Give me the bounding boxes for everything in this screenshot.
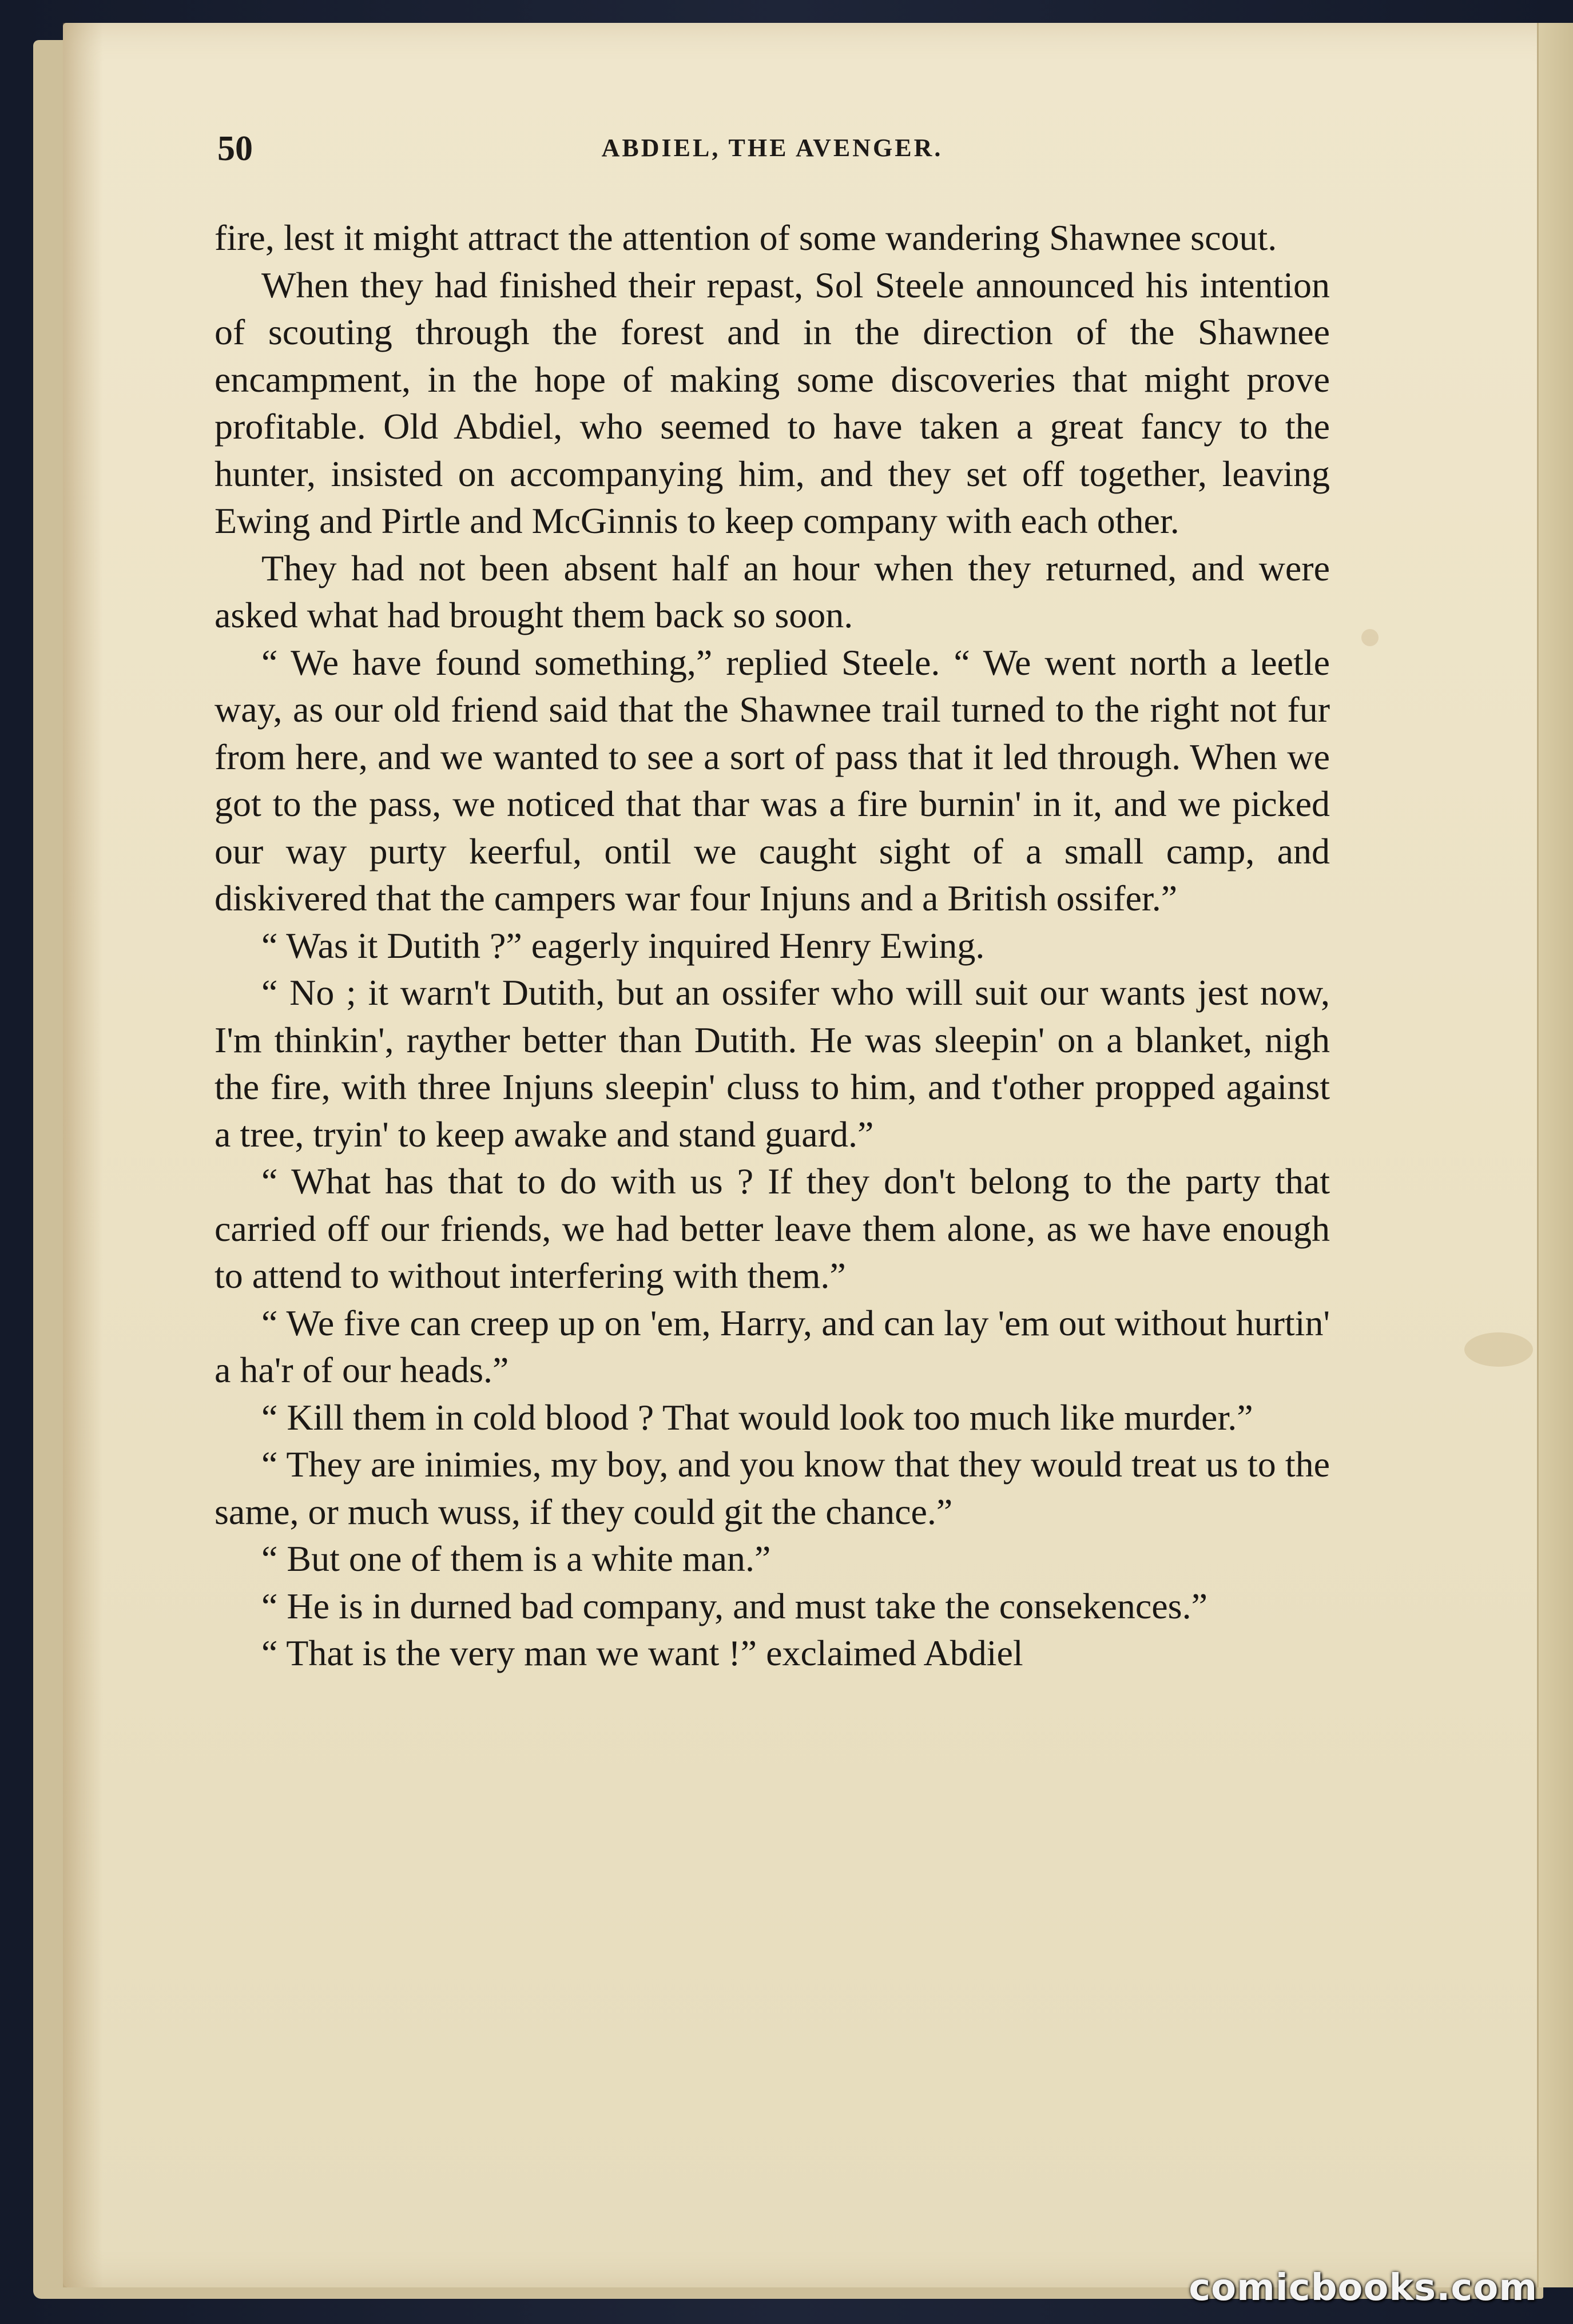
paragraph: “ What has that to do with us ? If they don't belong to the party that carried off our friends, we had better leave them alone, as we have enough to attend to without interfering with them.” bbox=[214, 1161, 1330, 1296]
paragraph: fire, lest it might attract the attention of some wandering Shawnee scout. bbox=[214, 217, 1277, 258]
paragraph: “ That is the very man we want !” exclaimed Abdiel bbox=[261, 1633, 1023, 1673]
paper-stain bbox=[1361, 629, 1379, 646]
page-gutter-shadow bbox=[63, 23, 103, 2287]
page-edge bbox=[1537, 23, 1573, 2287]
paragraph: “ No ; it warn't Dutith, but an ossifer who will suit our wants jest now, I'm thinkin', rayther better than Dutith. He was sleepin' on a blanket, nigh the fire, with three Injuns sleepin' cluss to him, and t'other propped against a tree, tryin' to keep awake and stand guard.” bbox=[214, 972, 1330, 1155]
paragraph: When they had finished their repast, Sol Steele announced his intention of scouting through the forest and in the direction of the Shawnee encampment, in the hope of making some discoveries that might prove profitable. Old Abdiel, who seemed to have taken a great fancy to the hunter, insisted on accompanying him, and they set off together, leaving Ewing and Pirtle and McGinnis to keep company with each other. bbox=[214, 264, 1330, 541]
paragraph: “ We five can creep up on 'em, Harry, and can lay 'em out without hurtin' a ha'r of our heads.” bbox=[214, 1302, 1330, 1390]
body-text bbox=[214, 214, 1330, 1677]
page-number: 50 bbox=[217, 129, 253, 168]
paragraph: “ But one of them is a white man.” bbox=[261, 1538, 771, 1579]
paper-stain bbox=[1464, 1332, 1533, 1367]
paragraph: “ We have found something,” replied Steele. “ We went north a leetle way, as our old friend said that the Shawnee trail turned to the right not fur from here, and we wanted to see a sort of pass that it led through. When we got to the pass, we noticed that thar was a fire burnin' in it, and we picked our way purty keerful, ontil we caught sight of a small camp, and diskivered that the campers war four Injuns and a British ossifer.” bbox=[214, 642, 1330, 918]
paragraph: “ He is in durned bad company, and must take the consekences.” bbox=[261, 1585, 1207, 1626]
page-header bbox=[217, 129, 1327, 174]
running-head: ABDIEL, THE AVENGER. bbox=[601, 134, 943, 162]
paragraph: “ Was it Dutith ?” eagerly inquired Henry Ewing. bbox=[261, 925, 985, 966]
paragraph: “ They are inimies, my boy, and you know that they would treat us to the same, or much wuss, if they could git the chance.” bbox=[214, 1444, 1330, 1532]
paragraph: “ Kill them in cold blood ? That would look too much like murder.” bbox=[261, 1396, 1253, 1438]
watermark: comicbooks.com bbox=[1189, 2267, 1538, 2309]
paragraph: They had not been absent half an hour when they returned, and were asked what had brought them back so soon. bbox=[214, 547, 1330, 635]
